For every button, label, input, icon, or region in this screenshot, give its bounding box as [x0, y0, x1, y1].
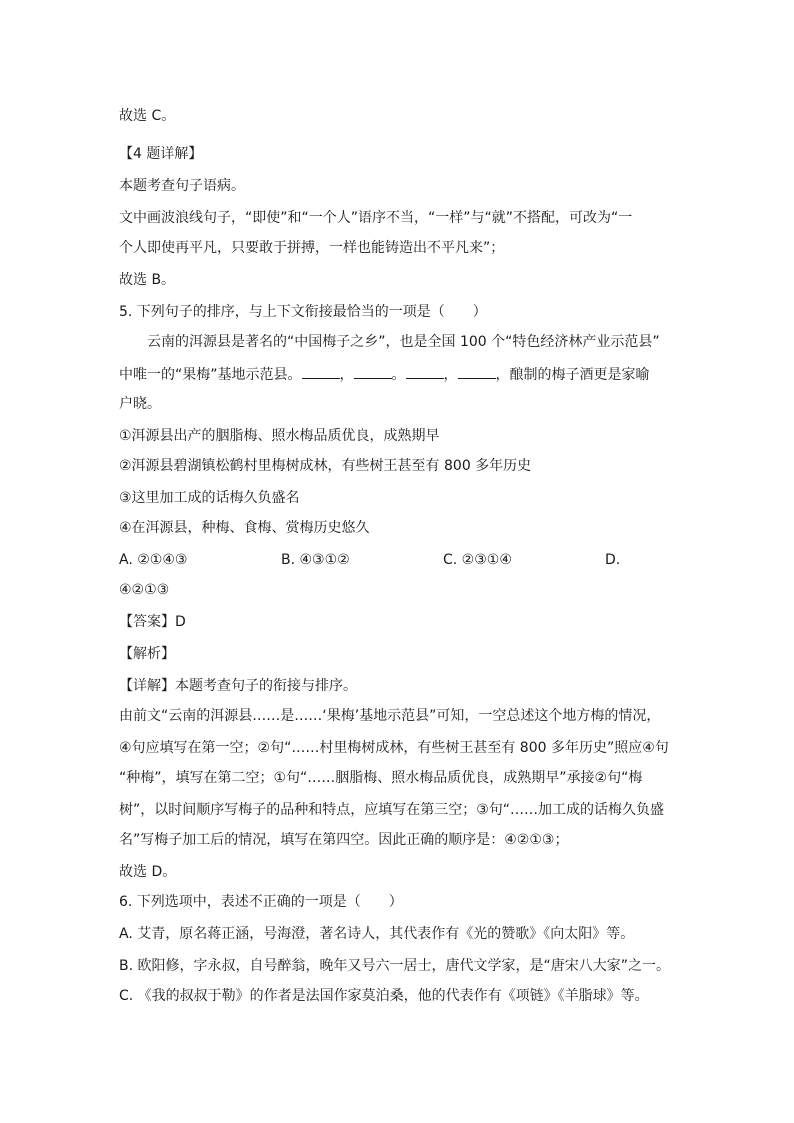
punct: ，: [339, 367, 354, 383]
fill-blank-1: [302, 364, 340, 379]
explanation-text: 文中画波浪线句子，“即使”和“一个人”语序不当，“一样”与“就”不搭配，可改为“一: [119, 210, 633, 226]
option-c: C. ②③①④: [443, 552, 512, 568]
passage-segment: ，酿制的梅子酒更是家喻: [495, 367, 650, 383]
q6-option-b: B. 欧阳修，字永叔，自号醉翁，晚年又号六一居士，唐代文学家，是“唐宋八大家”之一。: [119, 958, 671, 974]
passage-text: 云南的洱源县是著名的“中国梅子之乡”，也是全国 100 个“特色经济林产业示范县”: [147, 334, 660, 350]
q6-option-c: C. 《我的叔叔于勒》的作者是法国作家莫泊桑，他的代表作有《项链》《羊脂球》等。: [119, 988, 649, 1004]
answer-line-b: 故选 B。: [119, 272, 176, 288]
fill-blank-3: [406, 364, 444, 379]
fill-blank-4: [458, 364, 496, 379]
section-heading-q4: 【4 题详解】: [119, 146, 203, 162]
fill-blank-2: [354, 364, 392, 379]
passage-segment: 中唯一的“果梅”基地示范县。: [119, 367, 302, 383]
passage-text: 户晓。: [119, 396, 161, 412]
punct: 。: [391, 367, 406, 383]
question-5-stem: 5. 下列句子的排序，与上下文衔接最恰当的一项是（ ）: [119, 304, 487, 320]
analysis-label: 【解析】: [119, 646, 175, 662]
explanation-text: 个人即使再平凡，只要敢于拼搏，一样也能铸造出不平凡来”；: [119, 240, 505, 256]
answer-line-d: 故选 D。: [119, 864, 177, 880]
sentence-item-2: ②洱源县碧湖镇松鹤村里梅树成林，有些树王甚至有 800 多年历史: [119, 458, 532, 474]
sentence-item-4: ④在洱源县，种梅、食梅、赏梅历史悠久: [119, 520, 370, 536]
detail-text: ④句应填写在第一空；②句“……村里梅树成林，有些树王甚至有 800 多年历史”照应④句: [119, 740, 669, 756]
q6-option-a: A. 艾青，原名蒋正涵，号海澄，著名诗人，其代表作有《光的赞歌》《向太阳》等。: [119, 926, 635, 942]
answer-line-c: 故选 C。: [119, 108, 176, 124]
answer-label: 【答案】D: [119, 614, 186, 630]
punct: ，: [443, 367, 458, 383]
detail-heading: 【详解】本题考查句子的衔接与排序。: [119, 678, 357, 694]
option-a: A. ②①④③: [119, 552, 188, 568]
detail-text: 名”写梅子加工后的情况，填写在第四空。因此正确的顺序是：④②①③；: [119, 832, 569, 848]
passage-text-with-blanks: [119, 364, 650, 385]
option-b: B. ④③①②: [281, 552, 350, 568]
detail-text: 树”，以时间顺序写梅子的品种和特点，应填写在第三空；③句“……加工成的话梅久负盛: [119, 802, 665, 818]
detail-text: 由前文“云南的洱源县……是……‘果梅’基地示范县”可知，一空总述这个地方梅的情况，: [119, 708, 661, 724]
explanation-text: 本题考查句子语病。: [119, 178, 245, 194]
detail-text: “种梅”，填写在第二空；①句“……胭脂梅、照水梅品质优良，成熟期早”承接②句“梅: [119, 770, 643, 786]
sentence-item-1: ①洱源县出产的胭脂梅、照水梅品质优良，成熟期早: [119, 428, 440, 444]
option-d-text: ④②①③: [119, 582, 170, 598]
question-6-stem: 6. 下列选项中，表述不正确的一项是（ ）: [119, 894, 403, 910]
option-d: D.: [605, 552, 621, 568]
sentence-item-3: ③这里加工成的话梅久负盛名: [119, 490, 300, 506]
